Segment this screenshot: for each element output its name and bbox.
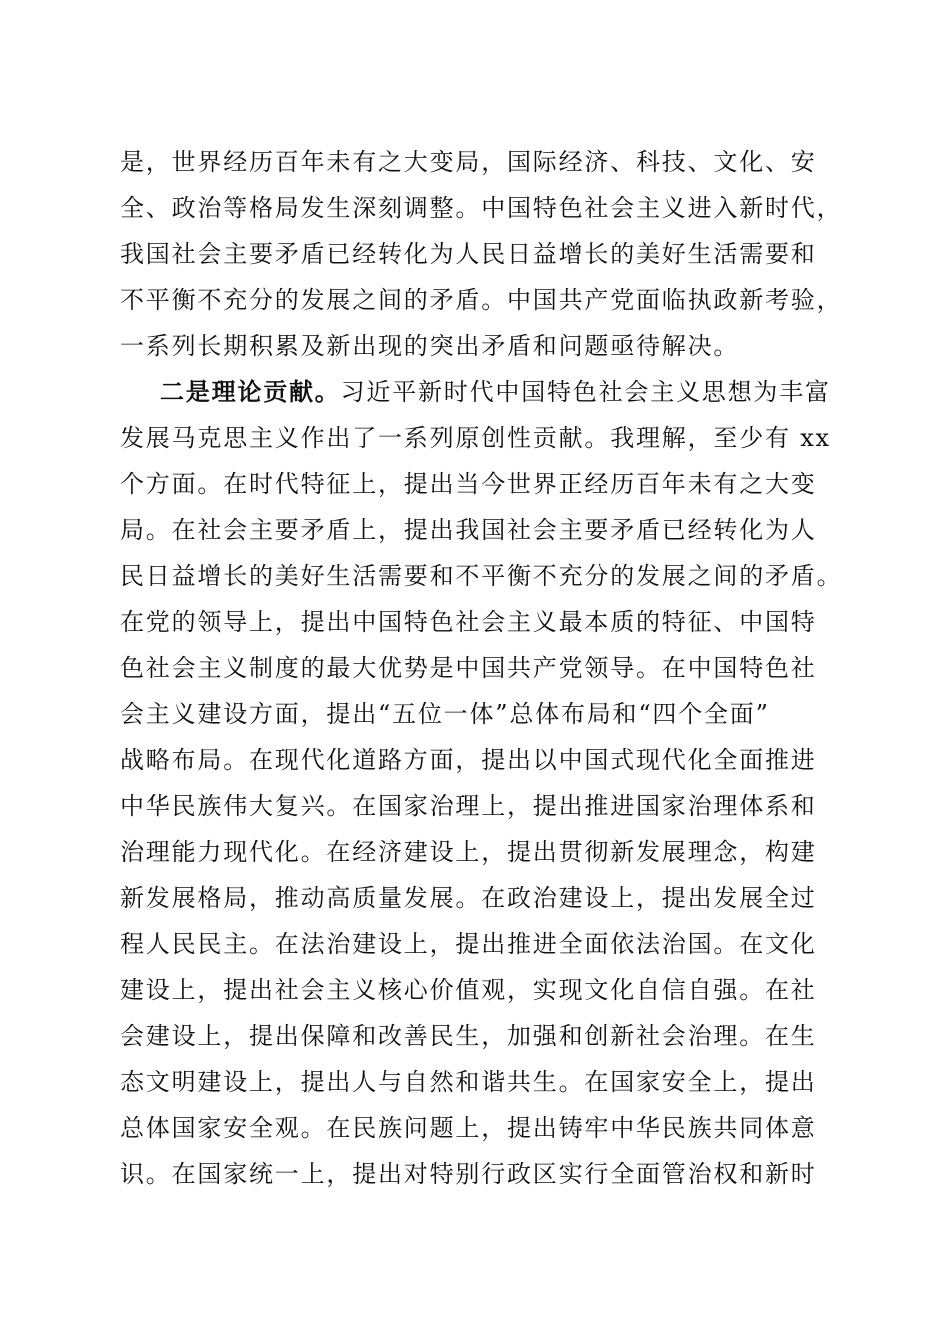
text-line: 个方面。在时代特征上，提出当今世界正经历百年未有之大变 <box>120 470 817 498</box>
text-line: 发展马克思主义作出了一系列原创性贡献。我理解，至少有 xx <box>120 424 831 452</box>
text-line: 会建设上，提出保障和改善民生，加强和创新社会治理。在生 <box>120 1022 817 1050</box>
text-line: 色社会主义制度的最大优势是中国共产党领导。在中国特色社 <box>120 654 817 682</box>
text-span: 习近平新时代中国特色社会主义思想为丰富 <box>340 378 831 406</box>
text-line: 中华民族伟大复兴。在国家治理上，提出推进国家治理体系和 <box>120 792 817 820</box>
text-line: 民日益增长的美好生活需要和不平衡不充分的发展之间的矛盾。 <box>120 562 843 590</box>
text-line: 我国社会主要矛盾已经转化为人民日益增长的美好生活需要和 <box>120 240 817 268</box>
paragraph-heading: 二是理论贡献。 <box>160 377 341 406</box>
text-line: 是，世界经历百年未有之大变局，国际经济、科技、文化、安 <box>120 148 817 176</box>
text-line: 全、政治等格局发生深刻调整。中国特色社会主义进入新时代， <box>120 194 843 222</box>
text-line: 总体国家安全观。在民族问题上，提出铸牢中华民族共同体意 <box>120 1114 817 1142</box>
text-line: 识。在国家统一上，提出对特别行政区实行全面管治权和新时 <box>120 1160 817 1188</box>
text-line: 局。在社会主要矛盾上，提出我国社会主要矛盾已经转化为人 <box>120 516 817 544</box>
text-line: 不平衡不充分的发展之间的矛盾。中国共产党面临执政新考验， <box>120 286 843 314</box>
text-line: 会主义建设方面，提出“五位一体”总体布局和“四个全面” <box>120 700 770 728</box>
text-line: 战略布局。在现代化道路方面，提出以中国式现代化全面推进 <box>120 746 817 774</box>
text-line: 程人民民主。在法治建设上，提出推进全面依法治国。在文化 <box>120 930 817 958</box>
text-line <box>160 370 832 414</box>
text-line: 建设上，提出社会主义核心价值观，实现文化自信自强。在社 <box>120 976 817 1004</box>
text-line: 态文明建设上，提出人与自然和谐共生。在国家安全上，提出 <box>120 1068 817 1096</box>
text-line: 一系列长期积累及新出现的突出矛盾和问题亟待解决。 <box>120 332 740 360</box>
text-line: 在党的领导上，提出中国特色社会主义最本质的特征、中国特 <box>120 608 817 636</box>
text-line: 新发展格局，推动高质量发展。在政治建设上，提出发展全过 <box>120 884 817 912</box>
text-line: 治理能力现代化。在经济建设上，提出贯彻新发展理念，构建 <box>120 838 817 866</box>
